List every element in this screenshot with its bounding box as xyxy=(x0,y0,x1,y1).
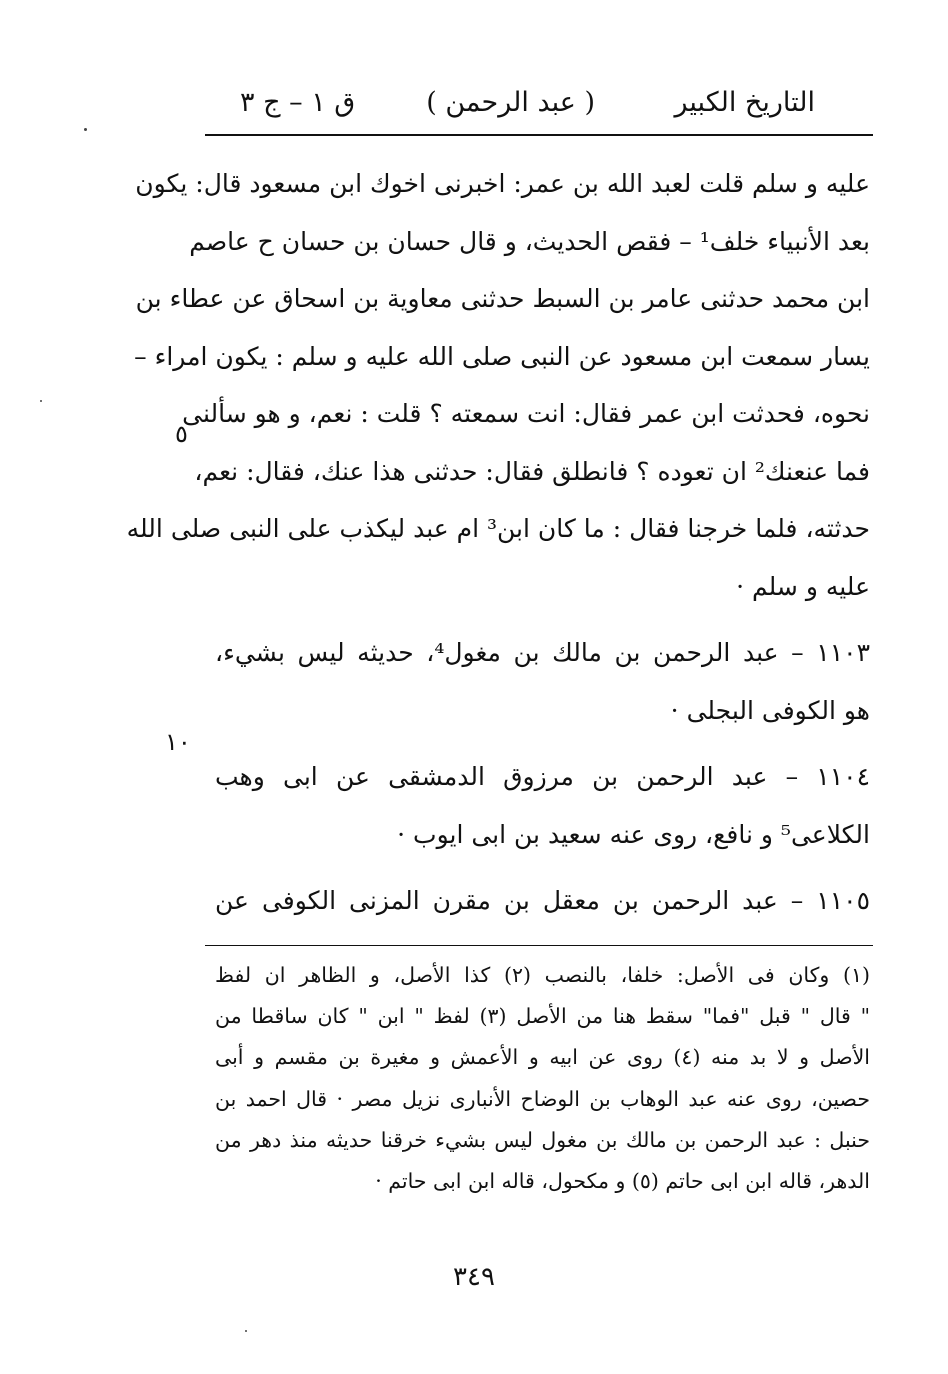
text-line: يسار سمعت ابن مسعود عن النبى صلى الله عليه و سلم : يكون امراء – xyxy=(134,341,870,371)
page-number: ٣٤٩ xyxy=(453,1262,495,1292)
volume-reference: ق ١ – ج ٣ xyxy=(240,87,356,118)
footnote-line: الأصل و لا بد منه (٤) روى عن ابيه و الأعمش و مغيرة بن مقسم و أبى xyxy=(215,1045,870,1070)
running-header xyxy=(215,80,815,126)
text-line: عليه و سلم قلت لعبد الله بن عمر: اخبرنى اخوك ابن مسعود قال: يكون xyxy=(135,169,870,198)
entry-1103: ١١٠٣ – عبد الرحمن بن مالك بن مغول⁴، حديثه ليس بشيء، xyxy=(215,638,870,667)
text-line: حدثته، فلما خرجنا فقال : ما كان ابن³ ام عبد ليكذب على النبى صلى الله xyxy=(126,514,870,543)
text-line: الكلاعى⁵ و نافع، روى عنه سعيد بن ابى ايوب · xyxy=(397,819,870,849)
footnotes xyxy=(215,955,870,1202)
scan-speck xyxy=(40,400,42,402)
text-line: نحوه، فحدثت ابن عمر فقال: انت سمعته ؟ قلت : نعم، و هو سألنى xyxy=(182,399,870,428)
text-line: فما عنعنك² ان تعوده ؟ فانطلق فقال: حدثنى هذا عنك، فقال: نعم، xyxy=(194,456,870,486)
text-line: هو الكوفى البجلى · xyxy=(670,695,870,725)
footnote-line: حنبل : عبد الرحمن بن مالك بن مغول ليس بشيء خرقنا حديثه منذ دهر من xyxy=(215,1127,870,1152)
scan-speck xyxy=(84,128,87,131)
footnote-line: الدهر، قاله ابن ابى حاتم (٥) و مكحول، قاله ابن ابى حاتم · xyxy=(375,1168,870,1193)
entry-1104: ١١٠٤ – عبد الرحمن بن مرزوق الدمشقى عن ابى وهب xyxy=(215,762,870,791)
footnote-line: " قال " قبل "فما" سقط هنا من الأصل (٣) لفظ " ابن " كان ساقطا من xyxy=(215,1004,870,1029)
text-line: بعد الأنبياء خلف¹ – فقص الحديث، و قال حسان بن حسان ح عاصم xyxy=(189,226,870,256)
section-title: ( عبد الرحمن ) xyxy=(426,87,595,118)
margin-line-number: ١٠ xyxy=(165,728,191,756)
footnote-rule xyxy=(205,945,873,946)
footnote-line: (١) وكان فى الأصل: خلفا، بالنصب (٢) كذا الأصل، و الظاهر ان لفظ xyxy=(215,963,870,987)
footnote-line: حصين، روى عنه عبد الوهاب بن الوضاح الأنبارى نزيل مصر · قال احمد بن xyxy=(215,1086,870,1111)
book-title: التاريخ الكبير xyxy=(674,87,815,118)
text-line: عليه و سلم · xyxy=(736,571,870,601)
scan-speck xyxy=(245,1330,247,1332)
entry-1105: ١١٠٥ – عبد الرحمن بن معقل بن مقرن المزنى الكوفى عن xyxy=(215,886,870,915)
margin-line-number: ٥ xyxy=(175,420,188,448)
text-line: ابن محمد حدثنى عامر بن السبط حدثنى معاوية بن اسحاق عن عطاء بن xyxy=(135,284,870,313)
main-text xyxy=(126,155,870,930)
header-rule xyxy=(205,134,873,136)
